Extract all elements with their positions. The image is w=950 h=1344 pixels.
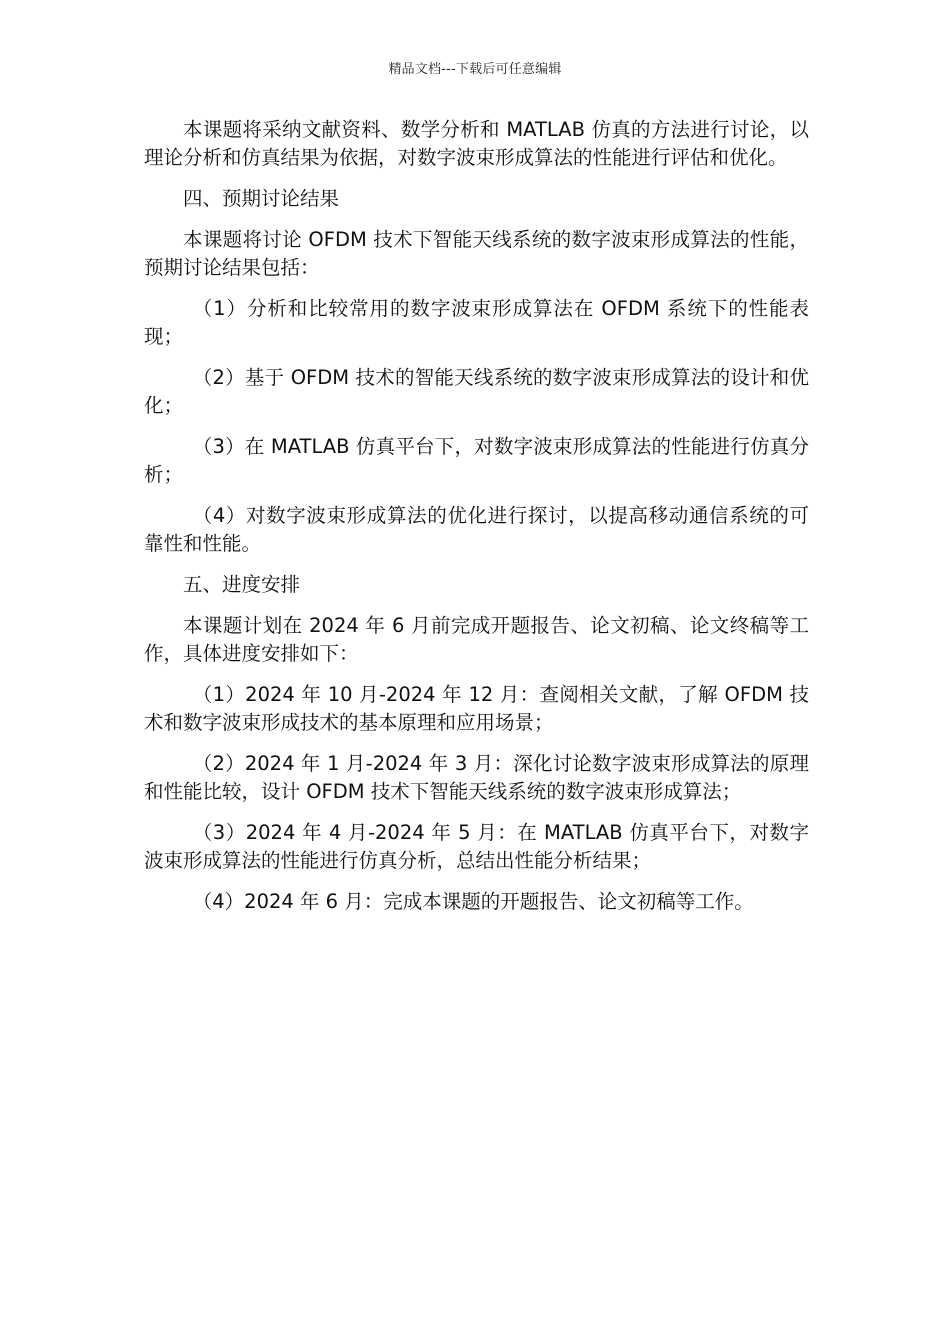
list-item: （3）2024 年 4 月-2024 年 5 月：在 MATLAB 仿真平台下，对数字波束形成算法的性能进行仿真分析，总结出性能分析结果；	[144, 821, 809, 872]
list-item: （2）2024 年 1 月-2024 年 3 月：深化讨论数字波束形成算法的原理和性能比较，设计 OFDM 技术下智能天线系统的数字波束形成算法；	[144, 752, 809, 803]
page-header: 精品文档---下载后可任意编辑	[388, 62, 562, 77]
section-heading-schedule: 五、进度安排	[183, 573, 301, 596]
list-item: （3）在 MATLAB 仿真平台下，对数字波束形成算法的性能进行仿真分析；	[144, 435, 809, 486]
list-item: （4）2024 年 6 月：完成本课题的开题报告、论文初稿等工作。	[192, 890, 754, 913]
list-item: （4）对数字波束形成算法的优化进行探讨，以提高移动通信系统的可靠性和性能。	[144, 504, 809, 555]
list-item: （1）2024 年 10 月-2024 年 12 月：查阅相关文献，了解 OFDM 技术和数字波束形成技术的基本原理和应用场景；	[144, 683, 809, 734]
list-item: （1）分析和比较常用的数字波束形成算法在 OFDM 系统下的性能表现；	[144, 297, 809, 348]
section-heading-expected-results: 四、预期讨论结果	[183, 187, 340, 210]
method-paragraph: 本课题将采纳文献资料、数学分析和 MATLAB 仿真的方法进行讨论，以理论分析和仿真结果为依据，对数字波束形成算法的性能进行评估和优化。	[144, 118, 809, 169]
section4-intro: 本课题将讨论 OFDM 技术下智能天线系统的数字波束形成算法的性能，预期讨论结果包括：	[144, 228, 809, 279]
list-item: （2）基于 OFDM 技术的智能天线系统的数字波束形成算法的设计和优化；	[144, 366, 809, 417]
section5-intro: 本课题计划在 2024 年 6 月前完成开题报告、论文初稿、论文终稿等工作，具体进度安排如下：	[144, 614, 809, 665]
document-body	[144, 116, 809, 929]
